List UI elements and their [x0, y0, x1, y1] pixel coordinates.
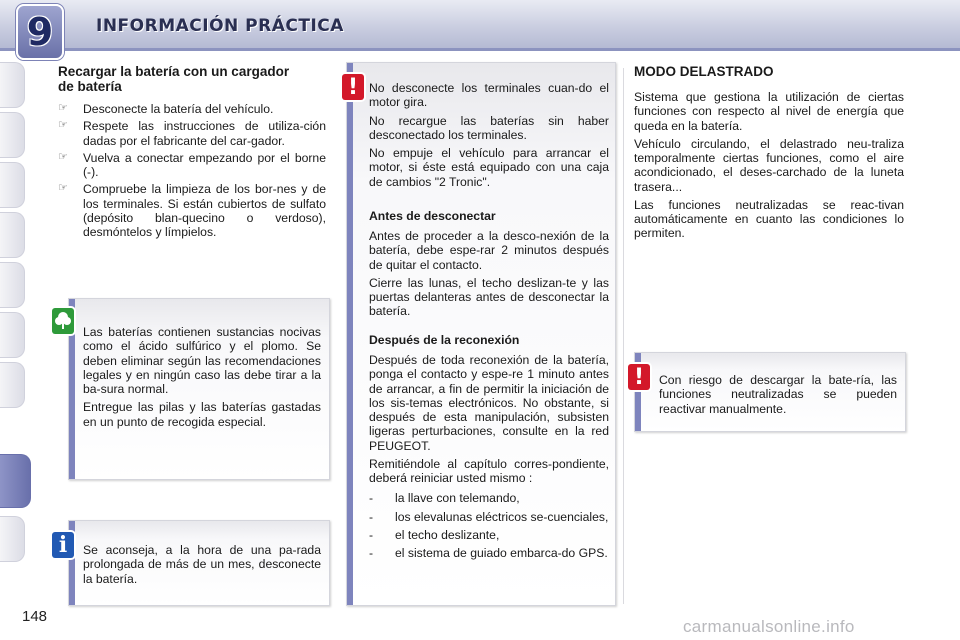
list-item: ☞ Desconecte la batería del vehículo. — [58, 102, 274, 116]
load-shedding-warning-box — [634, 352, 906, 432]
finger-pointer-icon: ☞ — [58, 182, 68, 195]
watermark-text: carmanualsonline.info — [683, 617, 855, 636]
side-tab-2[interactable] — [0, 112, 25, 158]
side-tab-6[interactable] — [0, 312, 25, 358]
header-rule — [0, 48, 960, 51]
finger-pointer-icon: ☞ — [58, 102, 68, 114]
side-tab-strip — [0, 62, 30, 582]
list-item: ☞ Respete las instrucciones de utiliza-ción dadas por el fabricante del car-gador. — [58, 119, 326, 148]
page-number: 148 — [22, 608, 48, 625]
eco-tree-icon — [52, 308, 74, 334]
list-item: - el sistema de guiado embarca-do GPS. — [369, 546, 608, 561]
info-note-text: Se aconseja, a la hora de una pa-rada prolongada de más de un mes, desconecte la batería. — [83, 543, 321, 586]
finger-pointer-icon: ☞ — [58, 150, 68, 163]
list-item: ☞ Vuelva a conectar empezando por el borne (-). — [58, 150, 326, 180]
list-item: ☞ Compruebe la limpieza de los bor-nes y de los terminales. Si están cubiertos de sulfato (depósito blan-quecino o verdoso), desmóntelos y límpielos. — [58, 182, 326, 240]
finger-pointer-icon: ☞ — [58, 119, 68, 132]
side-tab-1[interactable] — [0, 62, 25, 108]
side-tab-4[interactable] — [0, 212, 25, 258]
warning-icon: ! — [342, 74, 364, 100]
load-shedding-title: MODO DELASTRADO — [634, 64, 774, 79]
warning-panel-content: No desconecte los terminales cuan-do el motor gira. No recargue las baterías sin haber desconectado los terminales. No empuje el vehículo para arrancar el motor, si éste está equipado con una caja de cambios "2 Tronic". Antes de desconectar Antes de proceder a la desco-nexión de la batería, debe espe-rar 2 minutos después de quitar el contacto. Cierre las lunas, el techo deslizan-te y las puertas delanteras antes de desconectar la batería. Después de la reconexión Después de toda reconexión de la batería, ponga el contacto y espe-re 1 minuto antes de arrancar, a fin de permitir la iniciación de los sis-temas electrónicos. No obstante, si después de esta manipulación, subsisten ligeras perturbaciones, consulte en la red PEUGEOT. Remitiéndole al capítulo corres-pondiente, deberá reiniciar usted mismo : - la llave con telemando, - los elevalunas eléctricos se-cuenciales, - el techo deslizante, - el sistema de guiado embarca-do GPS. — [369, 81, 609, 561]
side-tab-10[interactable] — [0, 516, 25, 562]
before-disconnect-heading: Antes de desconectar — [369, 208, 496, 223]
charger-steps-list — [58, 102, 326, 242]
info-note-box — [68, 520, 330, 606]
battery-warning-panel — [346, 62, 616, 606]
reset-items-list — [369, 491, 609, 560]
load-shedding-text: Sistema que gestiona la utilización de ciertas funciones con respecto al nivel de energía que queda en la batería. Vehículo circulando, el delastrado neu-traliza temporalmente ciertas funciones, como el aire acondicionado, el deses-carchado de la luneta trasera... Las funciones neutralizadas se reac-tivan automáticamente en cuanto las condiciones lo permiten. — [634, 90, 904, 241]
chapter-title: INFORMACIÓN PRÁCTICA — [96, 16, 344, 36]
eco-note-box — [68, 298, 330, 480]
list-item: - el techo deslizante, — [369, 527, 500, 542]
warning-icon: ! — [628, 364, 650, 390]
load-shedding-warning-text: Con riesgo de descargar la bate-ría, las funciones neutralizadas se pueden reactivar manualmente. — [659, 373, 897, 416]
side-tab-9-active[interactable] — [0, 454, 31, 508]
info-icon: i — [52, 532, 74, 558]
battery-charger-title: Recargar la batería con un cargador de batería — [58, 64, 290, 95]
column-divider — [623, 68, 624, 604]
after-reconnect-heading: Después de la reconexión — [369, 332, 520, 347]
side-tab-5[interactable] — [0, 262, 25, 308]
eco-note-text: Las baterías contienen sustancias nocivas como el ácido sulfúrico y el plomo. Se deben eliminar según las recomendaciones legales y en ningún caso las debe tirar a la ba-sura normal. Entregue las pilas y las baterías gastadas en un punto de recogida especial. — [83, 325, 321, 429]
side-tab-3[interactable] — [0, 162, 25, 208]
chapter-number: 9 — [26, 10, 54, 54]
chapter-badge — [16, 4, 64, 60]
side-tab-7[interactable] — [0, 362, 25, 408]
list-item: - la llave con telemando, — [369, 491, 520, 506]
list-item: - los elevalunas eléctricos se-cuenciales, — [369, 509, 609, 524]
